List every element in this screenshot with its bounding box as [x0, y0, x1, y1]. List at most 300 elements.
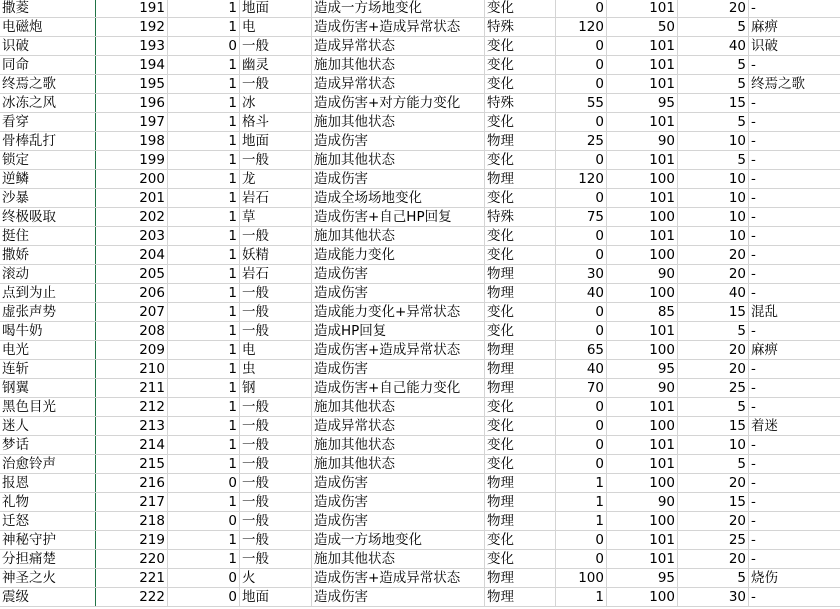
- cell-move-id[interactable]: 192: [96, 18, 168, 36]
- cell-effect[interactable]: 施加其他状态: [312, 550, 485, 568]
- cell-move-name[interactable]: 分担痛楚: [0, 550, 96, 568]
- cell-accuracy[interactable]: 100: [607, 588, 678, 606]
- cell-flag[interactable]: 0: [168, 569, 240, 587]
- cell-flag[interactable]: 1: [168, 170, 240, 188]
- cell-move-type[interactable]: 格斗: [240, 113, 312, 131]
- cell-category[interactable]: 变化: [485, 303, 556, 321]
- cell-extra-status[interactable]: -: [751, 266, 756, 282]
- cell-extra-status[interactable]: -: [751, 399, 756, 415]
- cell-pp[interactable]: 40: [678, 37, 749, 55]
- cell-extra-status[interactable]: -: [751, 57, 756, 73]
- cell-accuracy[interactable]: 85: [607, 303, 678, 321]
- cell-move-id[interactable]: 222: [96, 588, 168, 606]
- cell-move-name[interactable]: 冰冻之风: [0, 94, 96, 112]
- cell-power[interactable]: 1: [556, 474, 607, 492]
- cell-power[interactable]: 0: [556, 550, 607, 568]
- cell-extra-status[interactable]: -: [751, 513, 756, 529]
- cell-effect[interactable]: 造成伤害+造成异常状态: [312, 18, 485, 36]
- cell-category[interactable]: 物理: [485, 493, 556, 511]
- cell-effect[interactable]: 造成伤害+对方能力变化: [312, 94, 485, 112]
- cell-pp[interactable]: 5: [678, 113, 749, 131]
- cell-move-id[interactable]: 220: [96, 550, 168, 568]
- cell-move-type[interactable]: 一般: [240, 398, 312, 416]
- cell-effect[interactable]: 造成伤害: [312, 265, 485, 283]
- cell-category[interactable]: 变化: [485, 151, 556, 169]
- cell-extra-status[interactable]: -: [751, 380, 756, 396]
- cell-move-type[interactable]: 电: [240, 341, 312, 359]
- cell-category[interactable]: 变化: [485, 37, 556, 55]
- cell-pp[interactable]: 20: [678, 474, 749, 492]
- cell-power[interactable]: 0: [556, 398, 607, 416]
- cell-move-type[interactable]: 妖精: [240, 246, 312, 264]
- cell-move-type[interactable]: 一般: [240, 75, 312, 93]
- cell-accuracy[interactable]: 100: [607, 474, 678, 492]
- cell-extra-status[interactable]: 麻痹: [751, 19, 778, 35]
- cell-power[interactable]: 0: [556, 531, 607, 549]
- cell-move-name[interactable]: 震级: [0, 588, 96, 606]
- cell-move-type[interactable]: 一般: [240, 227, 312, 245]
- cell-category[interactable]: 变化: [485, 227, 556, 245]
- cell-move-id[interactable]: 204: [96, 246, 168, 264]
- cell-extra-status[interactable]: -: [751, 437, 756, 453]
- cell-move-id[interactable]: 198: [96, 132, 168, 150]
- cell-power[interactable]: 0: [556, 227, 607, 245]
- cell-effect[interactable]: 造成伤害: [312, 474, 485, 492]
- cell-pp[interactable]: 10: [678, 208, 749, 226]
- cell-accuracy[interactable]: 101: [607, 0, 678, 17]
- cell-pp[interactable]: 5: [678, 18, 749, 36]
- cell-move-type[interactable]: 地面: [240, 588, 312, 606]
- cell-category[interactable]: 物理: [485, 588, 556, 606]
- cell-category[interactable]: 变化: [485, 246, 556, 264]
- cell-flag[interactable]: 1: [168, 360, 240, 378]
- cell-category[interactable]: 变化: [485, 531, 556, 549]
- cell-effect[interactable]: 造成伤害+自己能力变化: [312, 379, 485, 397]
- cell-effect[interactable]: 造成异常状态: [312, 37, 485, 55]
- cell-move-type[interactable]: 龙: [240, 170, 312, 188]
- cell-move-name[interactable]: 报恩: [0, 474, 96, 492]
- cell-effect[interactable]: 造成能力变化+异常状态: [312, 303, 485, 321]
- cell-extra-status[interactable]: -: [751, 95, 756, 111]
- cell-accuracy[interactable]: 95: [607, 360, 678, 378]
- cell-extra-status[interactable]: -: [751, 152, 756, 168]
- cell-move-type[interactable]: 一般: [240, 550, 312, 568]
- cell-accuracy[interactable]: 90: [607, 265, 678, 283]
- cell-accuracy[interactable]: 101: [607, 436, 678, 454]
- cell-extra-status[interactable]: -: [751, 171, 756, 187]
- cell-extra-status[interactable]: 混乱: [751, 304, 778, 320]
- cell-pp[interactable]: 20: [678, 341, 749, 359]
- cell-flag[interactable]: 1: [168, 246, 240, 264]
- cell-move-id[interactable]: 213: [96, 417, 168, 435]
- cell-move-name[interactable]: 黑色目光: [0, 398, 96, 416]
- cell-power[interactable]: 120: [556, 18, 607, 36]
- cell-accuracy[interactable]: 101: [607, 531, 678, 549]
- cell-category[interactable]: 变化: [485, 322, 556, 340]
- cell-category[interactable]: 物理: [485, 360, 556, 378]
- cell-move-name[interactable]: 滚动: [0, 265, 96, 283]
- cell-extra-status[interactable]: 麻痹: [751, 342, 778, 358]
- cell-category[interactable]: 变化: [485, 189, 556, 207]
- cell-accuracy[interactable]: 90: [607, 379, 678, 397]
- cell-move-type[interactable]: 岩石: [240, 265, 312, 283]
- cell-pp[interactable]: 5: [678, 322, 749, 340]
- cell-extra-status[interactable]: -: [751, 285, 756, 301]
- cell-flag[interactable]: 1: [168, 303, 240, 321]
- cell-move-id[interactable]: 197: [96, 113, 168, 131]
- cell-power[interactable]: 40: [556, 284, 607, 302]
- cell-power[interactable]: 0: [556, 113, 607, 131]
- cell-accuracy[interactable]: 100: [607, 170, 678, 188]
- cell-power[interactable]: 100: [556, 569, 607, 587]
- cell-flag[interactable]: 1: [168, 132, 240, 150]
- cell-move-name[interactable]: 撒娇: [0, 246, 96, 264]
- cell-extra-status[interactable]: 烧伤: [751, 570, 778, 586]
- cell-power[interactable]: 0: [556, 417, 607, 435]
- cell-pp[interactable]: 20: [678, 360, 749, 378]
- cell-pp[interactable]: 10: [678, 189, 749, 207]
- cell-accuracy[interactable]: 100: [607, 208, 678, 226]
- cell-move-id[interactable]: 195: [96, 75, 168, 93]
- cell-category[interactable]: 物理: [485, 341, 556, 359]
- cell-category[interactable]: 物理: [485, 265, 556, 283]
- cell-effect[interactable]: 造成伤害: [312, 132, 485, 150]
- cell-category[interactable]: 变化: [485, 436, 556, 454]
- cell-pp[interactable]: 15: [678, 303, 749, 321]
- cell-flag[interactable]: 1: [168, 265, 240, 283]
- cell-category[interactable]: 特殊: [485, 18, 556, 36]
- cell-power[interactable]: 0: [556, 189, 607, 207]
- cell-power[interactable]: 0: [556, 322, 607, 340]
- cell-move-type[interactable]: 虫: [240, 360, 312, 378]
- cell-move-id[interactable]: 221: [96, 569, 168, 587]
- cell-pp[interactable]: 10: [678, 436, 749, 454]
- cell-effect[interactable]: 施加其他状态: [312, 455, 485, 473]
- cell-flag[interactable]: 1: [168, 550, 240, 568]
- cell-power[interactable]: 40: [556, 360, 607, 378]
- cell-effect[interactable]: 施加其他状态: [312, 227, 485, 245]
- cell-move-type[interactable]: 一般: [240, 37, 312, 55]
- cell-accuracy[interactable]: 101: [607, 227, 678, 245]
- cell-power[interactable]: 0: [556, 246, 607, 264]
- cell-accuracy[interactable]: 90: [607, 132, 678, 150]
- cell-extra-status[interactable]: -: [751, 551, 756, 567]
- cell-effect[interactable]: 造成全场场地变化: [312, 189, 485, 207]
- cell-move-name[interactable]: 迷人: [0, 417, 96, 435]
- cell-effect[interactable]: 造成伤害: [312, 588, 485, 606]
- cell-extra-status[interactable]: -: [751, 361, 756, 377]
- cell-pp[interactable]: 5: [678, 151, 749, 169]
- cell-move-id[interactable]: 196: [96, 94, 168, 112]
- cell-category[interactable]: 变化: [485, 75, 556, 93]
- cell-move-type[interactable]: 一般: [240, 303, 312, 321]
- cell-move-id[interactable]: 210: [96, 360, 168, 378]
- cell-move-type[interactable]: 一般: [240, 417, 312, 435]
- cell-move-type[interactable]: 电: [240, 18, 312, 36]
- cell-category[interactable]: 物理: [485, 569, 556, 587]
- cell-power[interactable]: 70: [556, 379, 607, 397]
- cell-power[interactable]: 120: [556, 170, 607, 188]
- cell-move-name[interactable]: 识破: [0, 37, 96, 55]
- cell-move-name[interactable]: 骨棒乱打: [0, 132, 96, 150]
- cell-power[interactable]: 65: [556, 341, 607, 359]
- cell-accuracy[interactable]: 101: [607, 189, 678, 207]
- cell-move-id[interactable]: 205: [96, 265, 168, 283]
- cell-move-id[interactable]: 199: [96, 151, 168, 169]
- cell-accuracy[interactable]: 101: [607, 56, 678, 74]
- cell-flag[interactable]: 1: [168, 113, 240, 131]
- cell-extra-status[interactable]: -: [751, 0, 756, 16]
- cell-flag[interactable]: 1: [168, 189, 240, 207]
- cell-move-name[interactable]: 锁定: [0, 151, 96, 169]
- cell-power[interactable]: 75: [556, 208, 607, 226]
- cell-accuracy[interactable]: 101: [607, 550, 678, 568]
- cell-effect[interactable]: 造成伤害: [312, 170, 485, 188]
- cell-accuracy[interactable]: 95: [607, 94, 678, 112]
- cell-move-id[interactable]: 202: [96, 208, 168, 226]
- cell-move-type[interactable]: 火: [240, 569, 312, 587]
- cell-effect[interactable]: 造成伤害: [312, 284, 485, 302]
- cell-effect[interactable]: 造成能力变化: [312, 246, 485, 264]
- cell-effect[interactable]: 造成伤害: [312, 360, 485, 378]
- cell-pp[interactable]: 20: [678, 0, 749, 17]
- cell-accuracy[interactable]: 100: [607, 284, 678, 302]
- cell-category[interactable]: 变化: [485, 455, 556, 473]
- cell-accuracy[interactable]: 101: [607, 455, 678, 473]
- cell-category[interactable]: 物理: [485, 474, 556, 492]
- cell-extra-status[interactable]: -: [751, 209, 756, 225]
- cell-effect[interactable]: 施加其他状态: [312, 436, 485, 454]
- cell-move-type[interactable]: 一般: [240, 493, 312, 511]
- cell-move-name[interactable]: 神秘守护: [0, 531, 96, 549]
- cell-category[interactable]: 特殊: [485, 208, 556, 226]
- cell-pp[interactable]: 15: [678, 493, 749, 511]
- cell-accuracy[interactable]: 100: [607, 341, 678, 359]
- cell-move-name[interactable]: 终焉之歌: [0, 75, 96, 93]
- cell-effect[interactable]: 造成伤害+造成异常状态: [312, 341, 485, 359]
- cell-move-id[interactable]: 217: [96, 493, 168, 511]
- cell-pp[interactable]: 40: [678, 284, 749, 302]
- cell-effect[interactable]: 施加其他状态: [312, 398, 485, 416]
- cell-power[interactable]: 0: [556, 151, 607, 169]
- cell-flag[interactable]: 1: [168, 341, 240, 359]
- cell-move-name[interactable]: 撒菱: [0, 0, 96, 17]
- cell-move-name[interactable]: 神圣之火: [0, 569, 96, 587]
- cell-extra-status[interactable]: -: [751, 589, 756, 605]
- cell-power[interactable]: 0: [556, 75, 607, 93]
- cell-accuracy[interactable]: 100: [607, 246, 678, 264]
- cell-accuracy[interactable]: 100: [607, 417, 678, 435]
- cell-power[interactable]: 0: [556, 0, 607, 17]
- cell-pp[interactable]: 25: [678, 379, 749, 397]
- cell-flag[interactable]: 1: [168, 322, 240, 340]
- cell-category[interactable]: 变化: [485, 417, 556, 435]
- cell-flag[interactable]: 1: [168, 56, 240, 74]
- cell-pp[interactable]: 20: [678, 550, 749, 568]
- cell-move-name[interactable]: 终极吸取: [0, 208, 96, 226]
- cell-category[interactable]: 变化: [485, 113, 556, 131]
- cell-move-id[interactable]: 212: [96, 398, 168, 416]
- cell-extra-status[interactable]: 终焉之歌: [751, 76, 805, 92]
- cell-pp[interactable]: 20: [678, 265, 749, 283]
- cell-effect[interactable]: 造成伤害+造成异常状态: [312, 569, 485, 587]
- cell-effect[interactable]: 造成一方场地变化: [312, 0, 485, 17]
- cell-move-name[interactable]: 连斩: [0, 360, 96, 378]
- cell-move-type[interactable]: 冰: [240, 94, 312, 112]
- cell-power[interactable]: 25: [556, 132, 607, 150]
- cell-category[interactable]: 物理: [485, 284, 556, 302]
- cell-move-id[interactable]: 206: [96, 284, 168, 302]
- cell-pp[interactable]: 10: [678, 132, 749, 150]
- cell-move-id[interactable]: 194: [96, 56, 168, 74]
- cell-extra-status[interactable]: -: [751, 228, 756, 244]
- cell-extra-status[interactable]: -: [751, 475, 756, 491]
- cell-move-type[interactable]: 地面: [240, 132, 312, 150]
- cell-flag[interactable]: 0: [168, 37, 240, 55]
- cell-effect[interactable]: 施加其他状态: [312, 151, 485, 169]
- cell-effect[interactable]: 造成伤害+自己HP回复: [312, 208, 485, 226]
- cell-effect[interactable]: 造成异常状态: [312, 75, 485, 93]
- cell-pp[interactable]: 5: [678, 56, 749, 74]
- cell-move-id[interactable]: 211: [96, 379, 168, 397]
- cell-category[interactable]: 变化: [485, 550, 556, 568]
- cell-move-type[interactable]: 钢: [240, 379, 312, 397]
- cell-move-name[interactable]: 虚张声势: [0, 303, 96, 321]
- cell-extra-status[interactable]: -: [751, 247, 756, 263]
- cell-accuracy[interactable]: 95: [607, 569, 678, 587]
- cell-category[interactable]: 变化: [485, 56, 556, 74]
- cell-move-name[interactable]: 逆鳞: [0, 170, 96, 188]
- cell-accuracy[interactable]: 101: [607, 322, 678, 340]
- cell-extra-status[interactable]: -: [751, 190, 756, 206]
- cell-effect[interactable]: 施加其他状态: [312, 113, 485, 131]
- cell-move-name[interactable]: 电磁炮: [0, 18, 96, 36]
- cell-flag[interactable]: 1: [168, 94, 240, 112]
- cell-accuracy[interactable]: 101: [607, 113, 678, 131]
- cell-move-id[interactable]: 203: [96, 227, 168, 245]
- cell-move-type[interactable]: 草: [240, 208, 312, 226]
- cell-move-id[interactable]: 214: [96, 436, 168, 454]
- cell-category[interactable]: 变化: [485, 398, 556, 416]
- cell-category[interactable]: 物理: [485, 170, 556, 188]
- cell-category[interactable]: 物理: [485, 512, 556, 530]
- cell-move-name[interactable]: 迁怒: [0, 512, 96, 530]
- cell-extra-status[interactable]: 识破: [751, 38, 778, 54]
- cell-move-id[interactable]: 201: [96, 189, 168, 207]
- cell-move-type[interactable]: 一般: [240, 455, 312, 473]
- cell-accuracy[interactable]: 50: [607, 18, 678, 36]
- cell-flag[interactable]: 1: [168, 151, 240, 169]
- cell-move-name[interactable]: 点到为止: [0, 284, 96, 302]
- cell-power[interactable]: 30: [556, 265, 607, 283]
- cell-move-name[interactable]: 看穿: [0, 113, 96, 131]
- cell-move-type[interactable]: 一般: [240, 436, 312, 454]
- cell-move-type[interactable]: 岩石: [240, 189, 312, 207]
- cell-move-id[interactable]: 191: [96, 0, 168, 17]
- cell-flag[interactable]: 0: [168, 474, 240, 492]
- cell-power[interactable]: 0: [556, 37, 607, 55]
- cell-effect[interactable]: 造成伤害: [312, 512, 485, 530]
- cell-flag[interactable]: 1: [168, 18, 240, 36]
- cell-move-type[interactable]: 一般: [240, 531, 312, 549]
- cell-accuracy[interactable]: 90: [607, 493, 678, 511]
- cell-power[interactable]: 1: [556, 588, 607, 606]
- cell-move-id[interactable]: 208: [96, 322, 168, 340]
- cell-pp[interactable]: 20: [678, 246, 749, 264]
- cell-category[interactable]: 特殊: [485, 94, 556, 112]
- cell-move-type[interactable]: 幽灵: [240, 56, 312, 74]
- cell-flag[interactable]: 0: [168, 512, 240, 530]
- cell-pp[interactable]: 15: [678, 417, 749, 435]
- cell-move-name[interactable]: 挺住: [0, 227, 96, 245]
- cell-pp[interactable]: 5: [678, 75, 749, 93]
- cell-move-id[interactable]: 219: [96, 531, 168, 549]
- cell-effect[interactable]: 施加其他状态: [312, 56, 485, 74]
- cell-power[interactable]: 0: [556, 56, 607, 74]
- cell-flag[interactable]: 1: [168, 75, 240, 93]
- cell-flag[interactable]: 1: [168, 227, 240, 245]
- cell-flag[interactable]: 1: [168, 455, 240, 473]
- cell-pp[interactable]: 10: [678, 227, 749, 245]
- cell-flag[interactable]: 1: [168, 208, 240, 226]
- cell-move-type[interactable]: 一般: [240, 151, 312, 169]
- cell-flag[interactable]: 1: [168, 436, 240, 454]
- cell-move-name[interactable]: 沙暴: [0, 189, 96, 207]
- cell-move-id[interactable]: 200: [96, 170, 168, 188]
- cell-effect[interactable]: 造成伤害: [312, 493, 485, 511]
- cell-move-name[interactable]: 同命: [0, 56, 96, 74]
- cell-extra-status[interactable]: -: [751, 532, 756, 548]
- cell-flag[interactable]: 1: [168, 0, 240, 17]
- cell-accuracy[interactable]: 101: [607, 75, 678, 93]
- cell-pp[interactable]: 30: [678, 588, 749, 606]
- cell-category[interactable]: 物理: [485, 379, 556, 397]
- cell-move-name[interactable]: 喝牛奶: [0, 322, 96, 340]
- cell-effect[interactable]: 造成一方场地变化: [312, 531, 485, 549]
- cell-pp[interactable]: 5: [678, 398, 749, 416]
- cell-move-type[interactable]: 一般: [240, 284, 312, 302]
- cell-flag[interactable]: 0: [168, 588, 240, 606]
- cell-power[interactable]: 0: [556, 455, 607, 473]
- cell-power[interactable]: 0: [556, 303, 607, 321]
- cell-flag[interactable]: 1: [168, 284, 240, 302]
- cell-accuracy[interactable]: 101: [607, 398, 678, 416]
- cell-category[interactable]: 物理: [485, 132, 556, 150]
- cell-move-id[interactable]: 215: [96, 455, 168, 473]
- cell-category[interactable]: 变化: [485, 0, 556, 17]
- cell-extra-status[interactable]: -: [751, 323, 756, 339]
- cell-move-id[interactable]: 209: [96, 341, 168, 359]
- cell-pp[interactable]: 25: [678, 531, 749, 549]
- cell-move-name[interactable]: 梦话: [0, 436, 96, 454]
- cell-extra-status[interactable]: -: [751, 114, 756, 130]
- cell-extra-status[interactable]: 着迷: [751, 418, 778, 434]
- cell-move-type[interactable]: 一般: [240, 322, 312, 340]
- cell-move-type[interactable]: 一般: [240, 512, 312, 530]
- cell-move-id[interactable]: 193: [96, 37, 168, 55]
- cell-move-id[interactable]: 207: [96, 303, 168, 321]
- cell-power[interactable]: 55: [556, 94, 607, 112]
- cell-pp[interactable]: 15: [678, 94, 749, 112]
- cell-effect[interactable]: 造成异常状态: [312, 417, 485, 435]
- cell-move-id[interactable]: 218: [96, 512, 168, 530]
- cell-move-name[interactable]: 治愈铃声: [0, 455, 96, 473]
- cell-extra-status[interactable]: -: [751, 133, 756, 149]
- cell-pp[interactable]: 10: [678, 170, 749, 188]
- cell-power[interactable]: 1: [556, 493, 607, 511]
- cell-flag[interactable]: 1: [168, 379, 240, 397]
- cell-extra-status[interactable]: -: [751, 456, 756, 472]
